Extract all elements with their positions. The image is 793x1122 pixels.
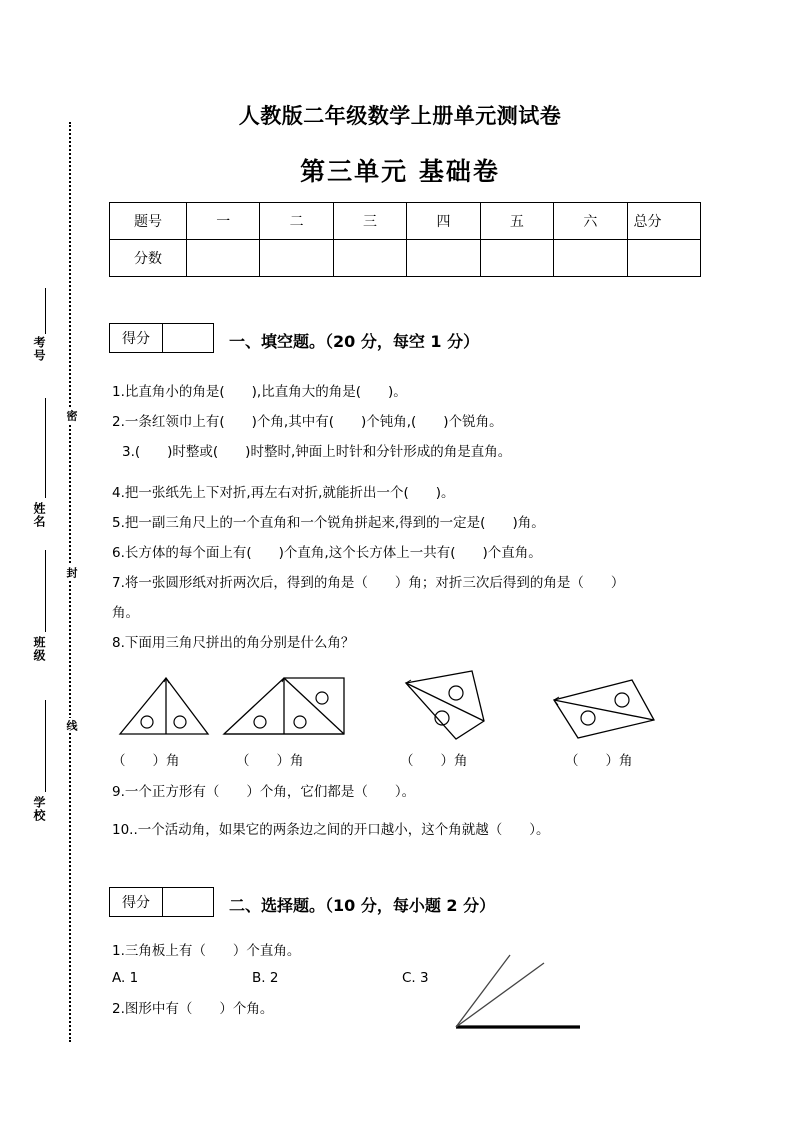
seal-dotted-line (69, 122, 71, 1042)
score-box-input[interactable] (163, 888, 213, 916)
score-table (109, 202, 701, 277)
margin-field-label: 考号 (32, 336, 46, 362)
score-box-label: 得分 (110, 888, 163, 916)
write-rule (45, 398, 46, 498)
margin-field-label: 学校 (32, 796, 46, 822)
figure-triangle-1 (114, 672, 214, 744)
page-title: 人教版二年级数学上册单元测试卷 (238, 104, 562, 128)
question-1-2: 2.一条红领巾上有( )个角,其中有( )个钝角,( )个锐角。 (112, 414, 503, 430)
column-header-total: 总分 (627, 203, 700, 240)
section-heading-multiple-choice: 二、选择题。（10 分，每小题 2 分） (229, 896, 496, 915)
question-1-4: 4.把一张纸先上下对折,再左右对折,就能折出一个( )。 (112, 485, 455, 501)
worksheet-page (100, 0, 793, 1122)
score-cell-2[interactable] (260, 240, 333, 277)
score-cell-4[interactable] (407, 240, 480, 277)
seal-margin (0, 0, 100, 1122)
figure-triangle-3 (398, 665, 518, 747)
choice-option-a[interactable]: A. 1 (112, 970, 139, 986)
column-header-4: 四 (407, 203, 480, 240)
column-header-2: 二 (260, 203, 333, 240)
seal-char-1: 密 (65, 410, 78, 421)
question-2-1: 1.三角板上有（ ）个直角。 (112, 943, 301, 959)
figure-triangle-4 (548, 676, 668, 746)
write-rule (45, 550, 46, 632)
column-header-5: 五 (480, 203, 553, 240)
write-rule (45, 288, 46, 334)
question-1-1: 1.比直角小的角是( ),比直角大的角是( )。 (112, 384, 407, 400)
figure-triangle-2 (218, 672, 358, 744)
question-1-10: 10..一个活动角，如果它的两条边之间的开口越小，这个角就越（ ）。 (112, 822, 550, 838)
table-row-scores (110, 240, 701, 277)
figure-answer-blank-3: （ ）角 (400, 753, 468, 769)
column-header-6: 六 (554, 203, 627, 240)
score-cell-1[interactable] (187, 240, 260, 277)
column-header-1: 一 (187, 203, 260, 240)
figure-answer-blank-4: （ ）角 (565, 753, 633, 769)
margin-field-label: 班级 (32, 636, 46, 662)
score-box-section-2 (109, 887, 214, 917)
question-1-7-continued: 角。 (112, 605, 139, 621)
score-cell-6[interactable] (554, 240, 627, 277)
figure-answer-blank-1: （ ）角 (112, 753, 180, 769)
seal-char-3: 线 (65, 720, 78, 731)
question-1-3: 3.( )时整或( )时整时,钟面上时针和分针形成的角是直角。 (122, 444, 512, 460)
section-heading-fill-in: 一、填空题。（20 分，每空 1 分） (229, 332, 480, 351)
table-row-question-numbers (110, 203, 701, 240)
write-rule (45, 700, 46, 792)
score-cell-total[interactable] (627, 240, 700, 277)
page-subtitle: 第三单元 基础卷 (300, 157, 500, 186)
score-box-input[interactable] (163, 324, 213, 352)
question-1-8: 8.下面用三角尺拼出的角分别是什么角？ (112, 635, 355, 651)
row-label-question-number: 题号 (110, 203, 187, 240)
margin-field-label: 姓名 (32, 502, 46, 528)
score-cell-5[interactable] (480, 240, 553, 277)
question-1-9: 9.一个正方形有（ ）个角，它们都是（ ）。 (112, 784, 416, 800)
figure-angle-rays (448, 947, 608, 1037)
question-1-7: 7.将一张圆形纸对折两次后，得到的角是（ ）角；对折三次后得到的角是（ ） (112, 575, 625, 591)
column-header-3: 三 (333, 203, 406, 240)
score-box-section-1 (109, 323, 214, 353)
row-label-score: 分数 (110, 240, 187, 277)
question-1-6: 6.长方体的每个面上有( )个直角,这个长方体上一共有( )个直角。 (112, 545, 542, 561)
seal-char-2: 封 (65, 567, 78, 578)
score-cell-3[interactable] (333, 240, 406, 277)
figure-answer-blank-2: （ ）角 (236, 753, 304, 769)
question-2-2: 2.图形中有（ ）个角。 (112, 1001, 274, 1017)
choice-option-b[interactable]: B. 2 (252, 970, 279, 986)
question-1-5: 5.把一副三角尺上的一个直角和一个锐角拼起来,得到的一定是( )角。 (112, 515, 545, 531)
score-box-label: 得分 (110, 324, 163, 352)
choice-option-c[interactable]: C. 3 (402, 970, 429, 986)
